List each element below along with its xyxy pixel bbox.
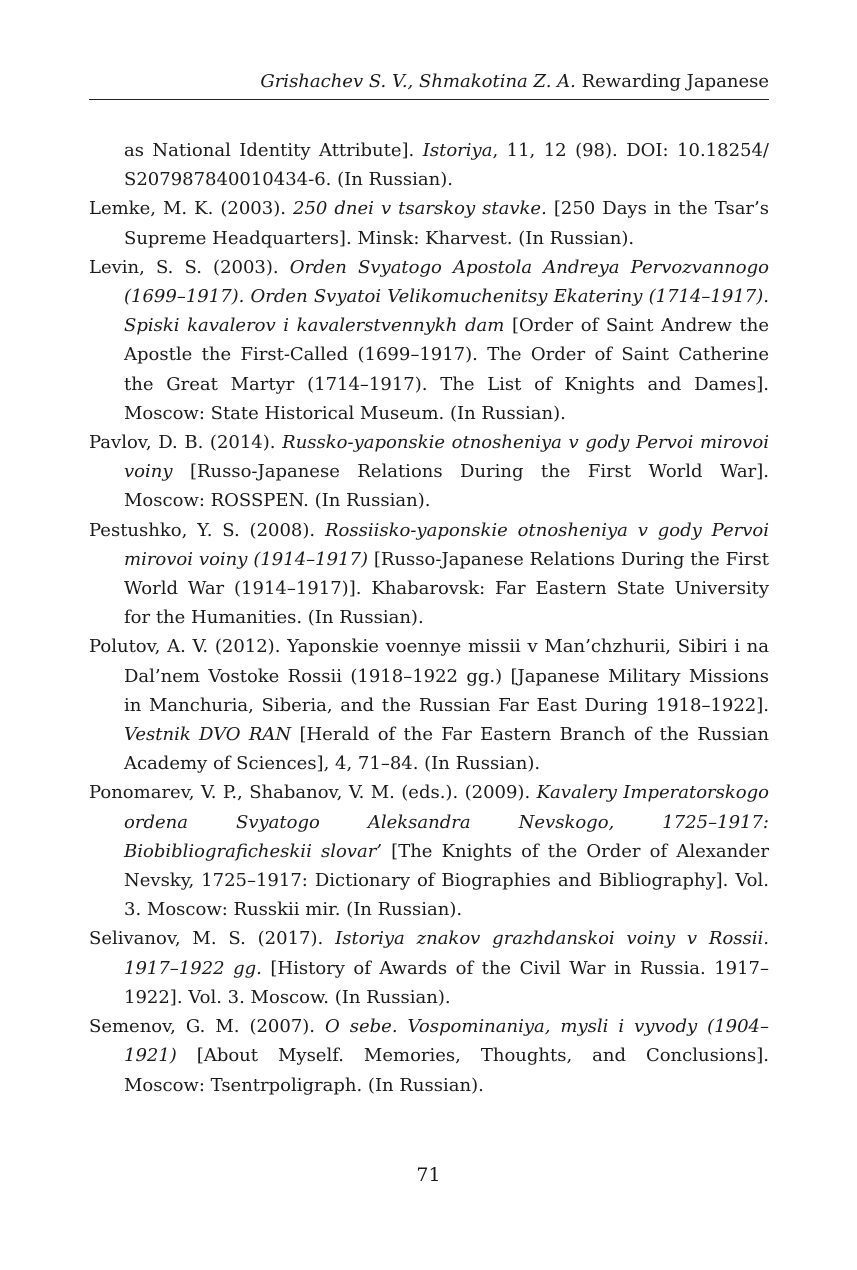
reference-list	[89, 136, 769, 1100]
reference-title: Istoriya znakov grazhdanskoi voiny v Rossii. 1917–1922 gg.	[124, 928, 770, 979]
reference-title: Vestnik DVO RAN	[124, 724, 292, 746]
header-rule	[89, 99, 769, 100]
reference-text: Polutov, A. V. (2012). Yaponskie voennye missii v Man’chzhurii, Sibiri i na Dal’nem Vostoke Rossii (1918–1922 gg.) [Japanese Military Missions in Manchuria, Siberia, and the Russian Far East During 1918–1922].	[89, 636, 769, 716]
reference-entry	[89, 924, 769, 1012]
reference-entry	[89, 632, 769, 778]
header-authors: Grishachev S. V., Shmakotina Z. A.	[260, 71, 576, 92]
reference-text: [About Myself. Memories, Thoughts, and Conclusions]. Moscow: Tsentrpoligraph. (In Russian).	[124, 1045, 769, 1096]
reference-text: [Russo-Japanese Relations During the First World War (1914–1917)]. Khabarovsk: Far Eastern State University for the Humanities. (In Russian).	[124, 548, 769, 629]
reference-title: Kavalery Imperatorskogo ordena Svyatogo Aleksandra Nevskogo, 1725–1917: Biobibliograficheskii slovar’	[124, 782, 769, 862]
reference-title: 250 dnei v tsarskoy stavke.	[293, 198, 547, 220]
reference-text: Levin, S. S. (2003).	[89, 256, 290, 278]
reference-text: Pestushko, Y. S. (2008).	[89, 519, 325, 541]
reference-text: Pavlov, D. B. (2014).	[89, 432, 283, 454]
reference-entry	[89, 136, 769, 194]
reference-text: Selivanov, M. S. (2017).	[89, 928, 336, 950]
reference-title: Istoriya	[422, 140, 493, 161]
page-number: 71	[416, 1164, 441, 1186]
reference-text: as National Identity Attribute].	[124, 140, 423, 161]
reference-title: Russko-yaponskie otnosheniya v gody Pervoi mirovoi voiny	[124, 432, 770, 483]
reference-text: [Herald of the Far Eastern Branch of the Russian Academy of Sciences], 4, 71–84. (In Russian).	[124, 724, 769, 775]
reference-text: [The Knights of the Order of Alexander Nevsky, 1725–1917: Dictionary of Biographies and Bibliography]. Vol. 3. Moscow: Russkii mir. (In Russian).	[124, 840, 769, 921]
header-title: Rewarding Japanese	[581, 71, 769, 92]
reference-entry	[89, 253, 769, 428]
reference-title: O sebe. Vospominaniya, mysli i vyvody (1904–1921)	[124, 1016, 770, 1067]
reference-text: [History of Awards of the Civil War in Russia. 1917–1922]. Vol. 3. Moscow. (In Russian).	[124, 957, 770, 1008]
reference-text: Semenov, G. M. (2007).	[89, 1016, 326, 1038]
reference-entry	[89, 1012, 769, 1100]
running-header	[89, 70, 769, 94]
reference-text: Lemke, M. K. (2003).	[89, 198, 293, 220]
reference-text: , 11, 12 (98). DOI: 10.18254/ S207987840010434-6. (In Russian).	[124, 140, 769, 191]
reference-text: [Order of Saint Andrew the Apostle the First-Called (1699–1917). The Order of Saint Catherine the Great Martyr (1714–1917). The List of Knights and Dames]. Moscow: State Historical Museum. (In Russian).	[124, 315, 769, 424]
reference-entry	[89, 428, 769, 516]
reference-entry	[89, 778, 769, 924]
reference-title: Rossiisko-yaponskie otnosheniya v gody Pervoi mirovoi voiny (1914–1917)	[124, 519, 769, 570]
reference-title: Orden Svyatogo Apostola Andreya Pervozvannogo (1699–1917). Orden Svyatoi Velikomuchenitsy Ekateriny (1714–1917). Spiski kavalerov i kavalerstvennykh dam	[124, 256, 769, 337]
reference-entry	[89, 194, 769, 252]
reference-entry	[89, 516, 769, 633]
reference-text: [250 Days in the Tsar’s Supreme Headquarters]. Minsk: Kharvest. (In Russian).	[124, 198, 769, 249]
reference-text: [Russo-Japanese Relations During the First World War]. Moscow: ROSSPEN. (In Russian).	[124, 461, 769, 512]
reference-text: Ponomarev, V. P., Shabanov, V. M. (eds.). (2009).	[89, 782, 537, 804]
